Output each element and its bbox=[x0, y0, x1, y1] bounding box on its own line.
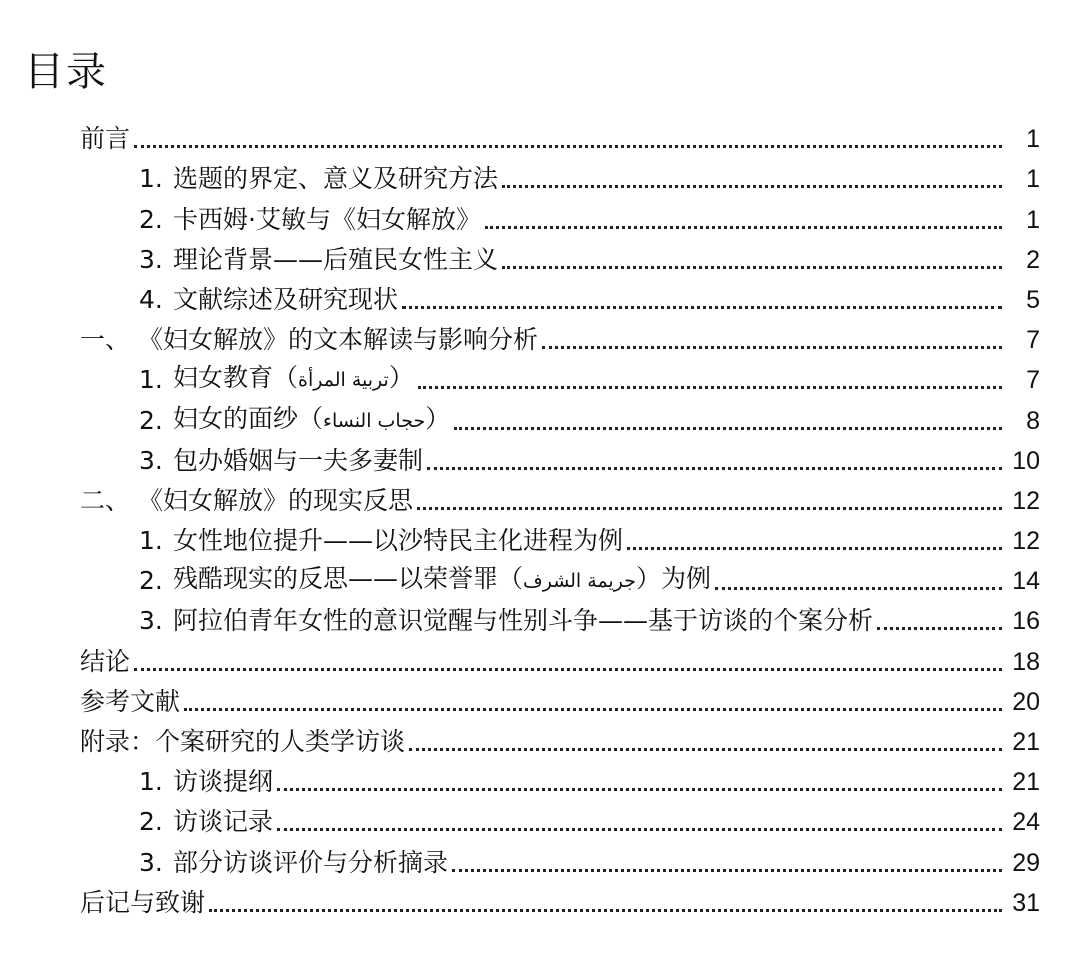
toc-entry-title: 卡西姆·艾敏与《妇女解放》 bbox=[173, 204, 481, 234]
toc-page-number: 29 bbox=[1012, 848, 1040, 877]
toc-entry-label bbox=[80, 647, 130, 677]
toc-dot-leader bbox=[427, 466, 1002, 470]
toc-entry[interactable] bbox=[0, 837, 1080, 877]
toc-entry[interactable] bbox=[0, 275, 1080, 315]
toc-page-number: 2 bbox=[1026, 245, 1040, 274]
toc-page-number: 12 bbox=[1012, 486, 1040, 515]
toc-entry[interactable] bbox=[0, 596, 1080, 636]
toc-entry-title-suffix: ）为例 bbox=[635, 564, 711, 594]
toc-entry-number: 4. bbox=[139, 284, 163, 314]
toc-entry-label bbox=[173, 807, 273, 837]
toc-entry-title: 残酷现实的反思——以荣誉罪（ bbox=[173, 564, 524, 594]
toc-page-number: 21 bbox=[1012, 768, 1040, 797]
toc-entry-label bbox=[173, 285, 398, 315]
toc-entry[interactable] bbox=[0, 677, 1080, 717]
toc-entry[interactable] bbox=[0, 797, 1080, 837]
toc-entry[interactable] bbox=[0, 878, 1080, 918]
toc-entry-title: 理论背景——后殖民女性主义 bbox=[173, 244, 499, 274]
toc-entry-title: 二、 《妇女解放》的现实反思 bbox=[80, 485, 413, 515]
toc-entry[interactable] bbox=[0, 757, 1080, 797]
toc-entry-title: 附录：个案研究的人类学访谈 bbox=[80, 727, 406, 756]
toc-entry-title: 阿拉伯青年女性的意识觉醒与性别斗争——基于访谈的个案分析 bbox=[173, 606, 874, 636]
toc-page-number: 31 bbox=[1012, 888, 1040, 917]
toc-entry-label bbox=[173, 767, 273, 797]
toc-page-number: 16 bbox=[1012, 607, 1040, 636]
toc-entry-number: 3. bbox=[139, 606, 163, 636]
toc-entry-title: 妇女教育（ bbox=[173, 363, 299, 393]
toc-entry-label bbox=[80, 124, 130, 154]
toc-page-number: 12 bbox=[1012, 527, 1040, 556]
toc-dot-leader bbox=[877, 626, 1002, 630]
toc-title: 目录 bbox=[24, 49, 108, 95]
toc-entry-number: 2. bbox=[139, 566, 163, 596]
toc-page-number: 1 bbox=[1026, 165, 1040, 194]
toc-entry-number: 1. bbox=[139, 526, 163, 556]
toc-entry-number: 1. bbox=[139, 365, 163, 395]
toc-entry-label bbox=[173, 848, 448, 878]
toc-entry-label bbox=[80, 727, 405, 757]
toc-entry[interactable] bbox=[0, 395, 1080, 435]
toc-entry[interactable] bbox=[0, 717, 1080, 757]
toc-entry-number: 3. bbox=[139, 445, 163, 475]
toc-entry-label bbox=[173, 446, 423, 476]
toc-dot-leader bbox=[402, 305, 1002, 309]
toc-entry[interactable] bbox=[0, 315, 1080, 355]
toc-entry-label bbox=[173, 606, 873, 636]
toc-page-number: 7 bbox=[1026, 366, 1040, 395]
toc-entry[interactable] bbox=[0, 516, 1080, 556]
toc-entry-arabic-term: حجاب النساء bbox=[323, 409, 426, 432]
toc-entry-title: 选题的界定、意义及研究方法 bbox=[173, 164, 499, 194]
table-of-contents bbox=[0, 114, 1080, 918]
toc-page-number: 1 bbox=[1026, 125, 1040, 154]
toc-entry-label bbox=[80, 888, 205, 918]
toc-dot-leader bbox=[627, 546, 1002, 550]
toc-page-number: 14 bbox=[1012, 567, 1040, 596]
toc-dot-leader bbox=[277, 787, 1002, 791]
toc-dot-leader bbox=[209, 908, 1002, 912]
toc-dot-leader bbox=[417, 506, 1002, 510]
toc-entry-title: 参考文献 bbox=[80, 686, 181, 716]
toc-entry-label bbox=[80, 687, 180, 717]
toc-entry-number: 1. bbox=[139, 164, 163, 194]
toc-entry-label bbox=[173, 205, 481, 235]
toc-entry[interactable] bbox=[0, 194, 1080, 234]
toc-entry[interactable] bbox=[0, 556, 1080, 596]
toc-entry-title: 结论 bbox=[80, 646, 131, 676]
toc-entry-number: 1. bbox=[139, 767, 163, 797]
toc-entry[interactable] bbox=[0, 235, 1080, 275]
toc-entry-title: 文献综述及研究现状 bbox=[173, 284, 399, 314]
toc-entry[interactable] bbox=[0, 355, 1080, 395]
toc-page-number: 8 bbox=[1026, 406, 1040, 435]
toc-entry-title: 女性地位提升——以沙特民主化进程为例 bbox=[173, 526, 624, 556]
toc-entry-title: 访谈提纲 bbox=[173, 767, 274, 797]
toc-entry-label bbox=[80, 325, 538, 355]
toc-page-number: 21 bbox=[1012, 728, 1040, 756]
toc-dot-leader bbox=[184, 707, 1002, 711]
toc-dot-leader bbox=[715, 586, 1002, 590]
toc-entry[interactable] bbox=[0, 114, 1080, 154]
toc-entry-title-suffix: ） bbox=[388, 363, 414, 393]
toc-dot-leader bbox=[418, 385, 1002, 389]
toc-dot-leader bbox=[542, 345, 1002, 349]
toc-dot-leader bbox=[409, 747, 1002, 751]
toc-entry-label bbox=[173, 245, 498, 275]
toc-entry-title-suffix: ） bbox=[425, 403, 451, 433]
toc-entry-number: 2. bbox=[139, 405, 163, 435]
toc-entry-title: 后记与致谢 bbox=[80, 887, 206, 917]
toc-dot-leader bbox=[134, 667, 1002, 671]
toc-dot-leader bbox=[134, 144, 1002, 148]
toc-dot-leader bbox=[277, 827, 1002, 831]
toc-entry-number: 3. bbox=[139, 244, 163, 274]
toc-entry[interactable] bbox=[0, 436, 1080, 476]
toc-entry-label bbox=[173, 526, 623, 556]
toc-page-number: 24 bbox=[1012, 808, 1040, 837]
toc-page-number: 20 bbox=[1012, 687, 1040, 716]
toc-entry-title: 包办婚姻与一夫多妻制 bbox=[173, 445, 424, 475]
toc-entry-title: 前言 bbox=[80, 124, 131, 154]
toc-dot-leader bbox=[502, 184, 1002, 188]
toc-entry-title: 一、 《妇女解放》的文本解读与影响分析 bbox=[80, 325, 538, 355]
toc-entry-label bbox=[173, 164, 498, 194]
toc-entry-title: 访谈记录 bbox=[173, 807, 274, 837]
toc-entry-number: 2. bbox=[139, 204, 163, 234]
toc-dot-leader bbox=[502, 265, 1002, 269]
toc-dot-leader bbox=[454, 426, 1002, 430]
toc-entry[interactable] bbox=[0, 154, 1080, 194]
toc-page-number: 1 bbox=[1026, 205, 1040, 234]
toc-page-number: 7 bbox=[1026, 326, 1040, 355]
toc-entry-label bbox=[173, 564, 711, 596]
toc-entry-arabic-term: تربية المرأة bbox=[298, 369, 389, 392]
toc-page-number: 5 bbox=[1026, 285, 1040, 314]
toc-page-number: 10 bbox=[1012, 446, 1040, 475]
toc-entry-label bbox=[80, 486, 413, 516]
toc-entry-arabic-term: جريمة الشرف bbox=[523, 570, 636, 593]
toc-entry[interactable] bbox=[0, 476, 1080, 516]
toc-dot-leader bbox=[452, 868, 1002, 872]
toc-entry-title: 妇女的面纱（ bbox=[173, 403, 324, 433]
toc-dot-leader bbox=[485, 225, 1002, 229]
toc-entry-title: 部分访谈评价与分析摘录 bbox=[173, 847, 449, 877]
toc-entry[interactable] bbox=[0, 636, 1080, 676]
toc-entry-label bbox=[173, 363, 414, 395]
toc-entry-label bbox=[173, 404, 450, 436]
toc-entry-number: 2. bbox=[139, 807, 163, 837]
toc-page-number: 18 bbox=[1012, 647, 1040, 676]
toc-entry-number: 3. bbox=[139, 847, 163, 877]
